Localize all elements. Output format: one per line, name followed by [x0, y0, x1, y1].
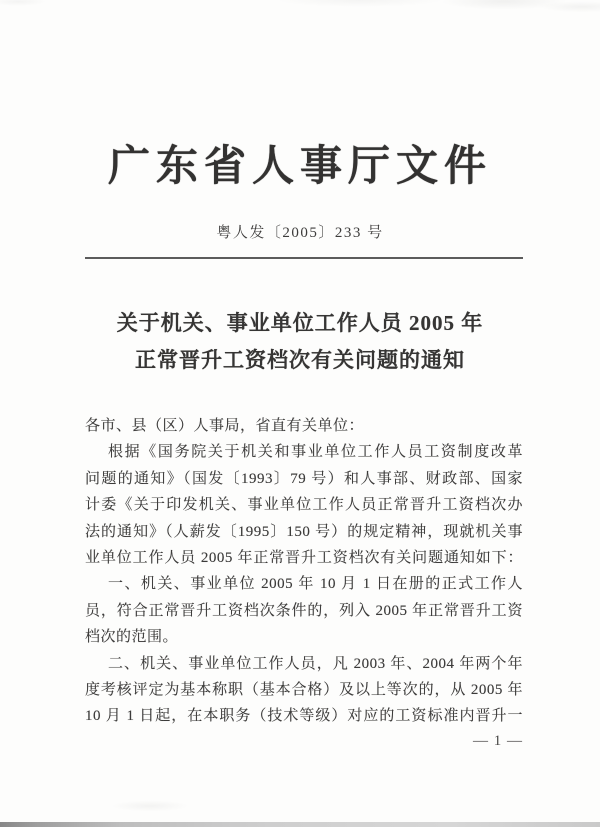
body-text-line: 计委《关于印发机关、事业单位工作人员正常晋升工资档次办: [85, 497, 523, 514]
scan-bottom-edge-artifact: [0, 822, 600, 827]
subject-line-1: 关于机关、事业单位工作人员 2005 年: [116, 311, 484, 335]
body-text-line: 员，符合正常晋升工资档次条件的，列入 2005 年正常晋升工资: [85, 602, 523, 619]
document-number: 粤人发〔2005〕233 号: [216, 225, 384, 241]
scan-top-edge-artifact: [0, 0, 600, 34]
body-text-line: 根据《国务院关于机关和事业单位工作人员工资制度改革: [108, 444, 523, 461]
header-separator-line: [85, 257, 523, 259]
body-text-line: 度考核评定为基本称职（基本合格）及以上等次的，从 2005 年: [85, 682, 523, 699]
document-subject: [0, 305, 600, 379]
body-text-line: 一、机关、事业单位 2005 年 10 月 1 日在册的正式工作人: [108, 576, 523, 593]
issuer-title: 广东省人事厅文件: [107, 144, 492, 190]
scan-smudge-artifact: [90, 795, 210, 817]
body-text-line: 档次的范围。: [85, 629, 179, 646]
body-text-line: 问题的通知》（国发〔1993〕79 号）和人事部、财政部、国家: [85, 470, 523, 487]
document-body: [85, 413, 523, 730]
body-text-line: 业单位工作人员 2005 年正常晋升工资档次有关问题通知如下：: [85, 550, 523, 567]
page-number: — 1 —: [473, 733, 523, 749]
body-text-line: 10 月 1 日起，在本职务（技术等级）对应的工资标准内晋升一: [85, 708, 523, 725]
subject-line-2: 正常晋升工资档次有关问题的通知: [135, 348, 465, 372]
body-text-line: 二、机关、事业单位工作人员，凡 2003 年、2004 年两个年: [108, 655, 523, 672]
body-text-line: 各市、县（区）人事局，省直有关单位：: [85, 418, 365, 434]
body-text-line: 法的通知》（人薪发〔1995〕150 号）的规定精神，现就机关事: [85, 523, 523, 540]
